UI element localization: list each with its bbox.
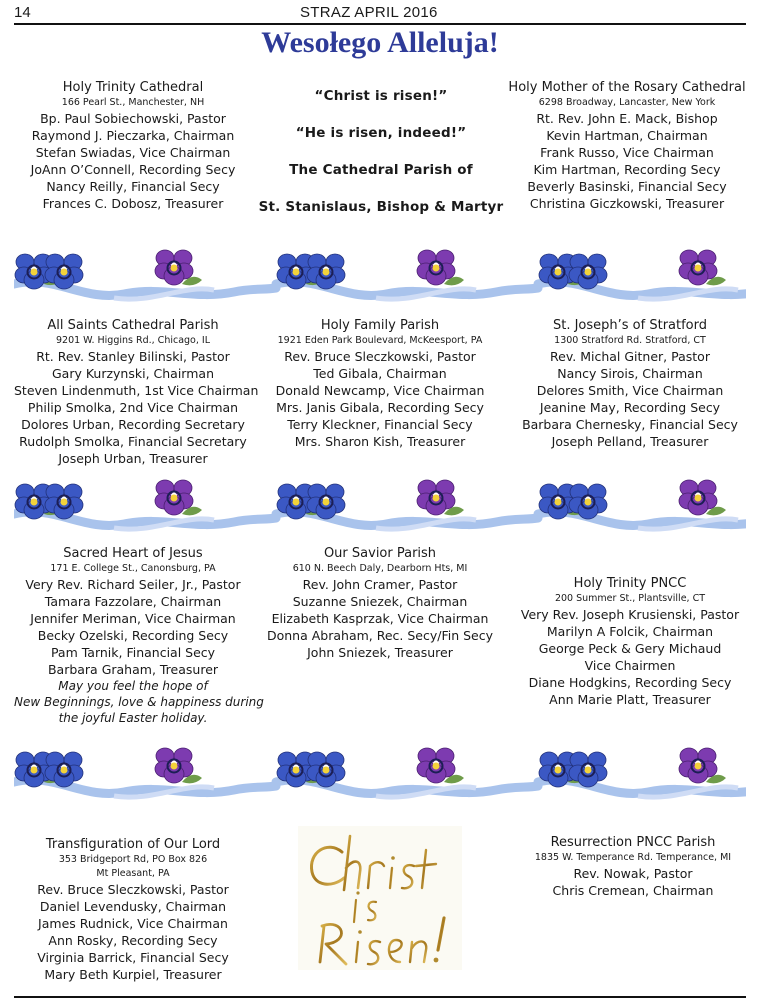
parish-our-savior (262, 546, 498, 661)
parish-holy-mother-rosary (506, 80, 748, 212)
officer-line: Mrs. Janis Gibala, Recording Secy (276, 400, 484, 415)
pansy-motif (538, 250, 746, 299)
officer-line: Dolores Urban, Recording Secretary (21, 417, 245, 432)
page-number: 14 (14, 4, 31, 21)
pansy-motif (14, 748, 276, 797)
christ-is-risen-calligraphy (298, 826, 462, 970)
officer-line: Rev. Bruce Sleczkowski, Pastor (37, 882, 229, 897)
officer-line: Becky Ozelski, Recording Secy (37, 628, 229, 643)
officer-line: George Peck & Gery Michaud (538, 641, 722, 656)
officer-line: Pam Tarnik, Financial Secy (50, 645, 216, 660)
officer-line: Joseph Pelland, Treasurer (551, 434, 709, 449)
officer-line: Ann Marie Platt, Treasurer (549, 692, 711, 707)
officer-line: Tamara Fazzolare, Chairman (44, 594, 222, 609)
officer-line: Jeanine May, Recording Secy (539, 400, 721, 415)
parish-name: Sacred Heart of Jesus (63, 546, 203, 561)
officer-line: Jennifer Meriman, Vice Chairman (30, 611, 236, 626)
parish-holy-trinity-pncc (512, 576, 748, 708)
greeting-line: The Cathedral Parish of (289, 162, 473, 178)
header-rule (14, 23, 746, 25)
officer-line: Elizabeth Kasprzak, Vice Chairman (271, 611, 489, 626)
parish-address: 1921 Eden Park Boulevard, McKeesport, PA (277, 335, 483, 346)
officer-line: Frances C. Dobosz, Treasurer (42, 196, 224, 211)
footer-rule (14, 996, 746, 998)
parish-address: 353 Bridgeport Rd, PO Box 826 (58, 854, 208, 865)
easter-wish-line: May you feel the hope of (58, 679, 208, 693)
easter-wish-line: the joyful Easter holiday. (58, 711, 208, 725)
pansy-motif (14, 250, 276, 299)
officer-line: Daniel Levendusky, Chairman (39, 899, 227, 914)
officer-line: Kevin Hartman, Chairman (546, 128, 708, 143)
pansy-ribbon-border (14, 244, 746, 314)
officer-line: John Sniezek, Treasurer (307, 645, 453, 660)
officer-line: Marilyn A Folcik, Chairman (546, 624, 714, 639)
officer-line: Nancy Sirois, Chairman (557, 366, 703, 381)
pansy-ribbon-border (14, 742, 746, 812)
greeting-block (250, 78, 512, 226)
officer-line: JoAnn O’Connell, Recording Secy (30, 162, 236, 177)
officer-line: Rt. Rev. Stanley Bilinski, Pastor (36, 349, 230, 364)
parish-resurrection-pncc (518, 835, 748, 899)
pansy-motif (14, 480, 276, 529)
officer-line: Frank Russo, Vice Chairman (540, 145, 714, 160)
pansy-ribbon-border (14, 474, 746, 544)
officer-line: Barbara Chernesky, Financial Secy (522, 417, 738, 432)
pansy-motif (538, 748, 746, 797)
parish-name: Our Savior Parish (323, 546, 437, 561)
parish-holy-trinity-cathedral (20, 80, 246, 212)
officer-line: Steven Lindenmuth, 1st Vice Chairman (14, 383, 259, 398)
officer-line: Very Rev. Richard Seiler, Jr., Pastor (25, 577, 241, 592)
officer-line: Rev. Bruce Sleczkowski, Pastor (284, 349, 476, 364)
parish-transfiguration (14, 837, 252, 983)
pansy-motif (538, 480, 746, 529)
officer-line: Vice Chairmen (584, 658, 676, 673)
officer-line: Ann Rosky, Recording Secy (48, 933, 218, 948)
officer-line: Mary Beth Kurpiel, Treasurer (44, 967, 222, 982)
parish-sacred-heart (14, 546, 264, 726)
officer-line: Rev. Michal Gitner, Pastor (550, 349, 710, 364)
officer-line: Joseph Urban, Treasurer (58, 451, 208, 466)
parish-address: 9201 W. Higgins Rd., Chicago, IL (55, 335, 211, 346)
parish-address: 6298 Broadway, Lancaster, New York (538, 97, 716, 108)
parish-name: St. Joseph’s of Stratford (552, 318, 708, 333)
officer-line: Philip Smolka, 2nd Vice Chairman (27, 400, 239, 415)
parish-holy-family (262, 318, 498, 450)
parish-all-saints (14, 318, 259, 467)
parish-name: All Saints Cathedral Parish (47, 318, 219, 333)
pansy-ribbon-graphic (14, 244, 746, 314)
officer-line: Nancy Reilly, Financial Secy (46, 179, 220, 194)
officer-line: Donna Abraham, Rec. Secy/Fin Secy (266, 628, 494, 643)
officer-line: Kim Hartman, Recording Secy (533, 162, 721, 177)
parish-name: Resurrection PNCC Parish (550, 835, 716, 850)
officer-line: Raymond J. Pieczarka, Chairman (31, 128, 235, 143)
officer-line: Delores Smith, Vice Chairman (536, 383, 724, 398)
officer-line: Rev. John Cramer, Pastor (302, 577, 458, 592)
page-title: Wesołego Alleluja! (261, 26, 499, 59)
parish-name: Transfiguration of Our Lord (45, 837, 221, 852)
officer-line: Ted Gibala, Chairman (313, 366, 447, 381)
parish-st-josephs (516, 318, 744, 450)
officer-line: Rt. Rev. John E. Mack, Bishop (536, 111, 718, 126)
officer-line: Beverly Basinski, Financial Secy (527, 179, 727, 194)
easter-wish-line: New Beginnings, love & happiness during (14, 695, 264, 709)
parish-name: Holy Trinity Cathedral (62, 80, 204, 95)
parish-address-line-2: Mt Pleasant, PA (96, 868, 170, 879)
officer-line: Bp. Paul Sobiechowski, Pastor (40, 111, 226, 126)
parish-address: 1300 Stratford Rd. Stratford, CT (554, 335, 706, 346)
officer-line: Terry Kleckner, Financial Secy (287, 417, 473, 432)
parish-address: 1835 W. Temperance Rd. Temperance, MI (534, 852, 732, 863)
pansy-ribbon-graphic (14, 742, 746, 812)
officer-line: Suzanne Sniezek, Chairman (292, 594, 468, 609)
parish-name: Holy Trinity PNCC (573, 576, 687, 591)
officer-line: Stefan Swiadas, Vice Chairman (35, 145, 231, 160)
officer-line: Chris Cremean, Chairman (552, 883, 714, 898)
pansy-motif (276, 250, 538, 299)
pansy-motif (276, 480, 538, 529)
parish-name: Holy Family Parish (320, 318, 440, 333)
officer-line: Virginia Barrick, Financial Secy (37, 950, 229, 965)
parish-name: Holy Mother of the Rosary Cathedral (508, 80, 746, 95)
parish-address: 166 Pearl St., Manchester, NH (61, 97, 205, 108)
parish-address: 610 N. Beech Daly, Dearborn Hts, MI (292, 563, 468, 574)
greeting-line: “He is risen, indeed!” (295, 125, 467, 141)
parish-address: 171 E. College St., Canonsburg, PA (50, 563, 216, 574)
greeting-line: St. Stanislaus, Bishop & Martyr (258, 199, 504, 215)
publication-line: STRAZ APRIL 2016 (300, 4, 438, 21)
officer-line: Rudolph Smolka, Financial Secretary (19, 434, 247, 449)
officer-line: Mrs. Sharon Kish, Treasurer (294, 434, 466, 449)
officer-line: Donald Newcamp, Vice Chairman (275, 383, 485, 398)
officer-line: Very Rev. Joseph Krusienski, Pastor (520, 607, 740, 622)
officer-line: Rev. Nowak, Pastor (573, 866, 693, 881)
officer-line: Barbara Graham, Treasurer (47, 662, 219, 677)
officer-line: James Rudnick, Vice Chairman (38, 916, 228, 931)
pansy-motif (276, 748, 538, 797)
pansy-ribbon-graphic (14, 474, 746, 544)
greeting-line: “Christ is risen!” (314, 88, 448, 104)
officer-line: Gary Kurzynski, Chairman (51, 366, 214, 381)
officer-line: Diane Hodgkins, Recording Secy (528, 675, 732, 690)
christ-is-risen-card (298, 826, 462, 970)
officer-line: Christina Giczkowski, Treasurer (529, 196, 725, 211)
parish-address: 200 Summer St., Plantsville, CT (554, 593, 706, 604)
